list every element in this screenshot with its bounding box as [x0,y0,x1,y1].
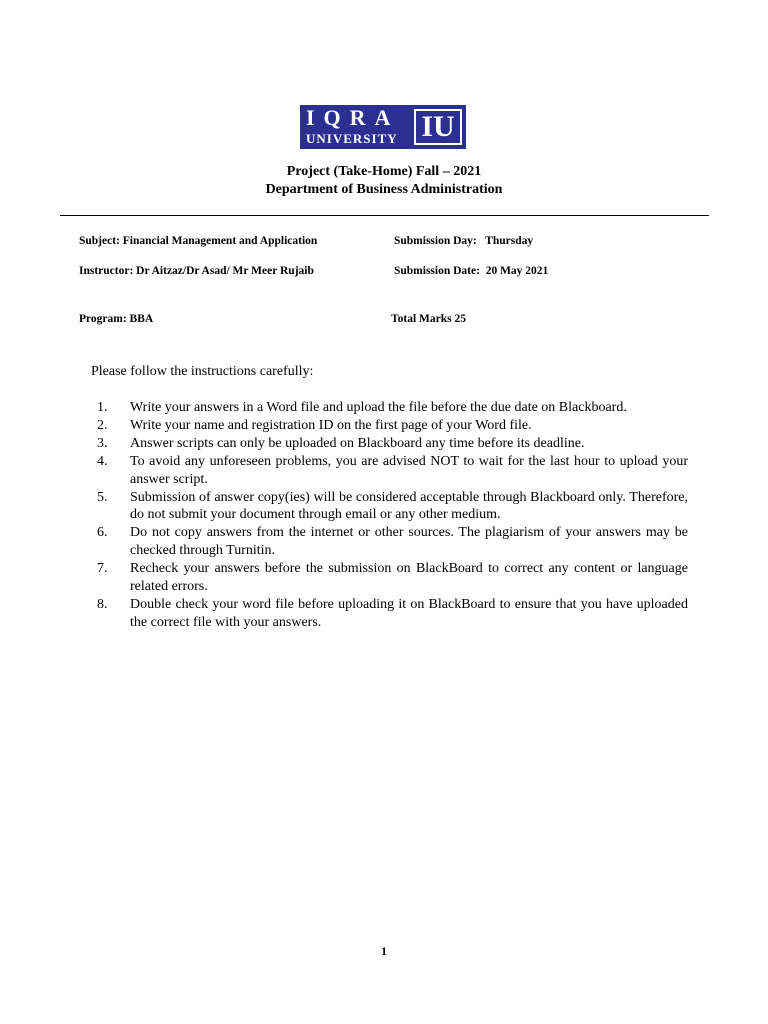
instruction-text: Submission of answer copy(ies) will be considered acceptable through Blackboard only. Therefore, do not submit your document through email or any other medium. [130,489,688,523]
page-number: 1 [381,944,387,958]
instruction-number: 6. [97,525,108,541]
logo-wordmark-iqra: IQRA [306,105,400,130]
instruction-number: 5. [97,489,108,505]
instruction-item [91,560,688,596]
instructions-list [91,399,688,632]
instruction-item [91,489,688,525]
instruction-item [91,399,688,417]
instructions-intro: Please follow the instructions carefully: [91,364,314,379]
submission-date-field: Submission Date: 20 May 2021 [394,265,549,277]
instruction-item [91,453,688,489]
instruction-text: Recheck your answers before the submission on BlackBoard to correct any content or language related errors. [130,561,688,595]
subject-field: Subject: Financial Management and Application [79,235,318,247]
instruction-number: 3. [97,435,108,451]
instruction-item [91,435,688,453]
header-divider [60,215,709,216]
instruction-number: 7. [97,561,108,577]
instruction-text: Write your name and registration ID on the first page of your Word file. [130,417,532,433]
instruction-text: To avoid any unforeseen problems, you are advised NOT to wait for the last hour to upload your answer script. [130,453,688,487]
instruction-text: Answer scripts can only be uploaded on Blackboard any time before its deadline. [130,435,585,451]
instruction-item [91,524,688,560]
logo-wordmark-university: UNIVERSITY [306,131,398,146]
instruction-number: 8. [97,596,108,612]
logo-iu-mark: IU [414,109,462,145]
submission-day-field: Submission Day: Thursday [394,235,534,247]
instruction-number: 1. [97,400,108,415]
university-logo [300,105,466,149]
department-title: Department of Business Administration [265,182,503,197]
project-title: Project (Take-Home) Fall – 2021 [286,164,482,179]
instruction-text: Do not copy answers from the internet or other sources. The plagiarism of your answers may be checked through Turnitin. [130,525,688,559]
instruction-number: 2. [97,417,108,433]
instructor-field: Instructor: Dr Aitzaz/Dr Asad/ Mr Meer Rujaib [79,265,314,277]
instruction-number: 4. [97,453,108,469]
instruction-text: Double check your word file before uploading it on BlackBoard to ensure that you have uploaded the correct file with your answers. [130,596,688,630]
instruction-item [91,417,688,435]
instruction-text: Write your answers in a Word file and upload the file before the due date on Blackboard. [130,400,627,415]
instruction-item [91,596,688,632]
program-field: Program: BBA [79,313,154,325]
total-marks-field: Total Marks 25 [391,313,466,325]
